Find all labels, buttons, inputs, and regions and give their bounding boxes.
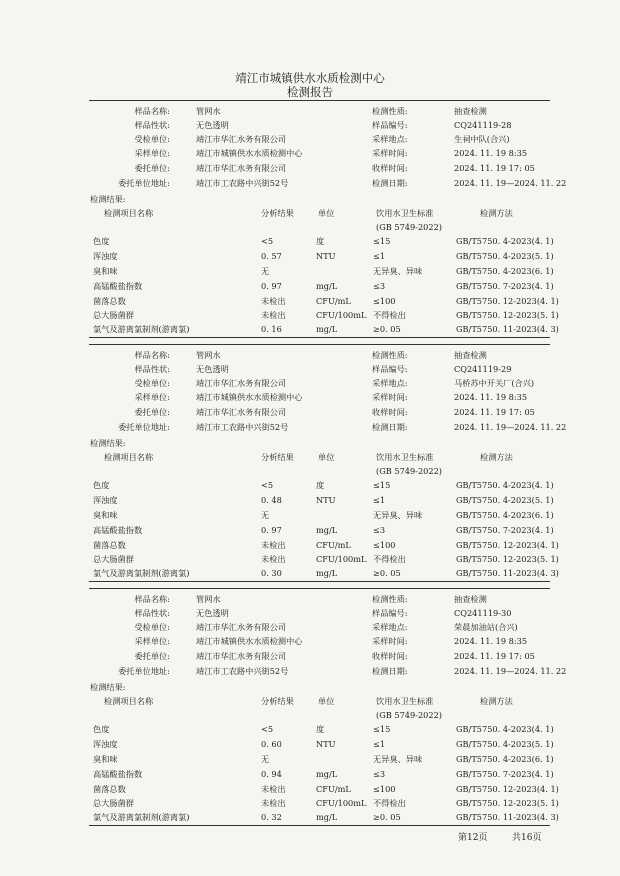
- row-standard: 无异臭、异味: [373, 510, 423, 520]
- row-method: GB/T5750. 12-2023(5. 1): [456, 310, 559, 320]
- page-number: 第12页: [458, 833, 488, 843]
- row-unit: CFU/100mL: [316, 798, 367, 808]
- inspected-unit-value: 靖江市华汇水务有限公司: [196, 378, 287, 388]
- section-top-rule: [89, 588, 550, 589]
- col-header-result: 分析结果: [261, 452, 294, 462]
- row-result: <5: [261, 724, 274, 734]
- row-result: 0. 16: [261, 324, 282, 334]
- row-standard: 不得检出: [373, 554, 406, 564]
- sample-property-value: 无色透明: [196, 608, 229, 618]
- row-item: 高锰酸盐指数: [93, 525, 143, 535]
- row-result: 0. 57: [261, 251, 282, 261]
- row-method: GB/T5750. 11-2023(4. 3): [456, 324, 559, 334]
- sample-section: [0, 244, 620, 578]
- row-standard: 不得检出: [373, 310, 406, 320]
- sample-name-label: 样品名称:: [134, 106, 170, 116]
- row-method: GB/T5750. 4-2023(5. 1): [456, 739, 554, 749]
- test-date-value: 2024. 11. 19—2024. 11. 22: [454, 666, 567, 676]
- row-method: GB/T5750. 12-2023(5. 1): [456, 554, 559, 564]
- sampling-unit-value: 靖江市城镇供水水质检测中心: [196, 636, 303, 646]
- col-header-unit: 单位: [318, 452, 335, 462]
- row-method: GB/T5750. 12-2023(4. 1): [456, 540, 559, 550]
- page-total: 共16页: [512, 833, 542, 843]
- row-method: GB/T5750. 7-2023(4. 1): [456, 769, 554, 779]
- section-top-rule: [89, 100, 550, 101]
- row-unit: CFU/mL: [316, 296, 351, 306]
- row-unit: mg/L: [316, 568, 338, 578]
- row-unit: NTU: [316, 739, 336, 749]
- sampling-unit-label: 采样单位:: [134, 636, 170, 646]
- sampling-site-label: 采样地点:: [372, 622, 408, 632]
- row-method: GB/T5750. 7-2023(4. 1): [456, 281, 554, 291]
- sampling-time-label: 采样时间:: [372, 636, 408, 646]
- test-date-label: 检测日期:: [372, 178, 408, 188]
- row-standard: ≤100: [373, 540, 396, 550]
- report-subtitle: 检测报告: [287, 85, 333, 99]
- row-item: 色度: [93, 724, 110, 734]
- row-standard: ≥0. 05: [373, 812, 401, 822]
- sample-name-value: 管网水: [196, 350, 221, 360]
- row-unit: CFU/mL: [316, 784, 351, 794]
- client-address-value: 靖江市工农路中兴街52号: [196, 422, 289, 432]
- row-standard: 不得检出: [373, 798, 406, 808]
- row-item: 浑浊度: [93, 495, 118, 505]
- results-label: 检测结果:: [90, 438, 126, 448]
- row-unit: NTU: [316, 251, 336, 261]
- row-method: GB/T5750. 4-2023(4. 1): [456, 236, 554, 246]
- col-header-standard-code: (GB 5749-2022): [376, 710, 442, 720]
- row-result: 0. 48: [261, 495, 282, 505]
- row-method: GB/T5750. 12-2023(4. 1): [456, 296, 559, 306]
- sample-name-value: 管网水: [196, 106, 221, 116]
- row-result: 未检出: [261, 310, 286, 320]
- row-standard: ≤1: [373, 495, 386, 505]
- row-item: 臭和味: [93, 266, 118, 276]
- row-item: 高锰酸盐指数: [93, 281, 143, 291]
- sample-section: [0, 0, 620, 334]
- test-nature-label: 检测性质:: [372, 106, 408, 116]
- row-unit: mg/L: [316, 812, 338, 822]
- row-standard: 无异臭、异味: [373, 266, 423, 276]
- row-result: 未检出: [261, 784, 286, 794]
- col-header-standard-code: (GB 5749-2022): [376, 466, 442, 476]
- sample-no-label: 样品编号:: [372, 120, 408, 130]
- report-title: 靖江市城镇供水水质检测中心: [235, 71, 385, 85]
- row-standard: ≤15: [373, 724, 391, 734]
- row-standard: ≥0. 05: [373, 568, 401, 578]
- inspected-unit-label: 受检单位:: [134, 378, 170, 388]
- sample-name-label: 样品名称:: [134, 594, 170, 604]
- receiving-time-label: 收样时间:: [372, 163, 408, 173]
- row-method: GB/T5750. 4-2023(6. 1): [456, 510, 554, 520]
- row-method: GB/T5750. 12-2023(5. 1): [456, 798, 559, 808]
- row-standard: ≤3: [373, 769, 386, 779]
- row-standard: ≤15: [373, 236, 391, 246]
- row-method: GB/T5750. 11-2023(4. 3): [456, 568, 559, 578]
- row-item: 菌落总数: [93, 784, 126, 794]
- receiving-time-label: 收样时间:: [372, 651, 408, 661]
- sampling-site-label: 采样地点:: [372, 134, 408, 144]
- row-unit: mg/L: [316, 525, 338, 535]
- results-label: 检测结果:: [90, 194, 126, 204]
- client-address-value: 靖江市工农路中兴街52号: [196, 666, 289, 676]
- commissioning-unit-value: 靖江市华汇水务有限公司: [196, 407, 287, 417]
- sampling-site-value: 荣晨加油站(合兴): [454, 622, 518, 632]
- col-header-result: 分析结果: [261, 208, 294, 218]
- row-result: 0. 60: [261, 739, 282, 749]
- sampling-time-label: 采样时间:: [372, 148, 408, 158]
- sampling-unit-label: 采样单位:: [134, 392, 170, 402]
- row-method: GB/T5750. 4-2023(5. 1): [456, 495, 554, 505]
- row-method: GB/T5750. 4-2023(6. 1): [456, 754, 554, 764]
- row-item: 浑浊度: [93, 251, 118, 261]
- row-result: 0. 94: [261, 769, 282, 779]
- col-header-standard: 饮用水卫生标准: [376, 452, 434, 462]
- sampling-time-value: 2024. 11. 19 8:35: [454, 148, 528, 158]
- row-result: 0. 97: [261, 525, 282, 535]
- sample-name-value: 管网水: [196, 594, 221, 604]
- test-nature-value: 抽查检测: [454, 594, 487, 604]
- row-standard: 无异臭、异味: [373, 754, 423, 764]
- commissioning-unit-value: 靖江市华汇水务有限公司: [196, 163, 287, 173]
- sample-property-label: 样品性状:: [134, 608, 170, 618]
- sampling-unit-label: 采样单位:: [134, 148, 170, 158]
- row-item: 菌落总数: [93, 296, 126, 306]
- sampling-unit-value: 靖江市城镇供水水质检测中心: [196, 392, 303, 402]
- row-item: 高锰酸盐指数: [93, 769, 143, 779]
- sampling-site-value: 马桥苏中开关厂(合兴): [454, 378, 535, 388]
- section-top-rule: [89, 344, 550, 345]
- sample-no-label: 样品编号:: [372, 364, 408, 374]
- client-address-label: 委托单位地址:: [118, 422, 170, 432]
- row-item: 菌落总数: [93, 540, 126, 550]
- row-result: 未检出: [261, 798, 286, 808]
- results-label: 检测结果:: [90, 682, 126, 692]
- commissioning-unit-label: 委托单位:: [134, 651, 170, 661]
- row-item: 总大肠菌群: [93, 554, 134, 564]
- row-item: 氯气及游离氯制剂(游离氯): [93, 812, 190, 822]
- row-method: GB/T5750. 12-2023(4. 1): [456, 784, 559, 794]
- row-item: 色度: [93, 236, 110, 246]
- row-result: 未检出: [261, 296, 286, 306]
- row-unit: 度: [316, 724, 325, 734]
- col-header-method: 检测方法: [480, 208, 513, 218]
- row-unit: mg/L: [316, 281, 338, 291]
- row-standard: ≤100: [373, 296, 396, 306]
- col-header-method: 检测方法: [480, 696, 513, 706]
- sample-no-value: CQ241119-30: [454, 608, 512, 618]
- row-item: 色度: [93, 480, 110, 490]
- inspected-unit-value: 靖江市华汇水务有限公司: [196, 134, 287, 144]
- row-unit: mg/L: [316, 769, 338, 779]
- client-address-value: 靖江市工农路中兴街52号: [196, 178, 289, 188]
- row-unit: CFU/100mL: [316, 310, 367, 320]
- sample-name-label: 样品名称:: [134, 350, 170, 360]
- test-nature-label: 检测性质:: [372, 350, 408, 360]
- test-date-label: 检测日期:: [372, 422, 408, 432]
- inspected-unit-value: 靖江市华汇水务有限公司: [196, 622, 287, 632]
- sample-property-label: 样品性状:: [134, 364, 170, 374]
- row-unit: mg/L: [316, 324, 338, 334]
- sampling-time-label: 采样时间:: [372, 392, 408, 402]
- commissioning-unit-label: 委托单位:: [134, 163, 170, 173]
- col-header-unit: 单位: [318, 208, 335, 218]
- col-header-standard-code: (GB 5749-2022): [376, 222, 442, 232]
- row-method: GB/T5750. 7-2023(4. 1): [456, 525, 554, 535]
- commissioning-unit-value: 靖江市华汇水务有限公司: [196, 651, 287, 661]
- row-method: GB/T5750. 11-2023(4. 3): [456, 812, 559, 822]
- row-standard: ≤100: [373, 784, 396, 794]
- row-result: 0. 32: [261, 812, 282, 822]
- sample-no-value: CQ241119-29: [454, 364, 512, 374]
- row-result: 未检出: [261, 554, 286, 564]
- inspected-unit-label: 受检单位:: [134, 134, 170, 144]
- row-unit: 度: [316, 480, 325, 490]
- row-standard: ≤3: [373, 525, 386, 535]
- row-standard: ≥0. 05: [373, 324, 401, 334]
- test-nature-value: 抽查检测: [454, 106, 487, 116]
- col-header-unit: 单位: [318, 696, 335, 706]
- row-result: 无: [261, 754, 270, 764]
- sample-property-label: 样品性状:: [134, 120, 170, 130]
- row-item: 总大肠菌群: [93, 310, 134, 320]
- receiving-time-value: 2024. 11. 19 17: 05: [454, 163, 535, 173]
- sampling-time-value: 2024. 11. 19 8:35: [454, 636, 528, 646]
- row-standard: ≤1: [373, 739, 386, 749]
- test-nature-value: 抽查检测: [454, 350, 487, 360]
- row-standard: ≤3: [373, 281, 386, 291]
- inspected-unit-label: 受检单位:: [134, 622, 170, 632]
- col-header-item: 检测项目名称: [104, 696, 154, 706]
- row-item: 臭和味: [93, 510, 118, 520]
- row-unit: NTU: [316, 495, 336, 505]
- row-result: <5: [261, 236, 274, 246]
- col-header-item: 检测项目名称: [104, 208, 154, 218]
- test-date-value: 2024. 11. 19—2024. 11. 22: [454, 178, 567, 188]
- sample-property-value: 无色透明: [196, 364, 229, 374]
- row-item: 氯气及游离氯制剂(游离氯): [93, 568, 190, 578]
- row-item: 总大肠菌群: [93, 798, 134, 808]
- section-bottom-rule: [89, 825, 550, 826]
- row-item: 臭和味: [93, 754, 118, 764]
- row-standard: ≤1: [373, 251, 386, 261]
- sample-no-value: CQ241119-28: [454, 120, 512, 130]
- sampling-site-value: 生祠中队(合兴): [454, 134, 510, 144]
- row-standard: ≤15: [373, 480, 391, 490]
- row-unit: CFU/mL: [316, 540, 351, 550]
- sample-section: [0, 488, 620, 822]
- row-result: 未检出: [261, 540, 286, 550]
- row-item: 浑浊度: [93, 739, 118, 749]
- row-method: GB/T5750. 4-2023(5. 1): [456, 251, 554, 261]
- receiving-time-value: 2024. 11. 19 17: 05: [454, 651, 535, 661]
- sampling-time-value: 2024. 11. 19 8:35: [454, 392, 528, 402]
- row-method: GB/T5750. 4-2023(6. 1): [456, 266, 554, 276]
- col-header-method: 检测方法: [480, 452, 513, 462]
- sampling-site-label: 采样地点:: [372, 378, 408, 388]
- test-date-value: 2024. 11. 19—2024. 11. 22: [454, 422, 567, 432]
- row-method: GB/T5750. 4-2023(4. 1): [456, 724, 554, 734]
- sample-property-value: 无色透明: [196, 120, 229, 130]
- row-unit: CFU/100mL: [316, 554, 367, 564]
- col-header-result: 分析结果: [261, 696, 294, 706]
- col-header-item: 检测项目名称: [104, 452, 154, 462]
- client-address-label: 委托单位地址:: [118, 666, 170, 676]
- test-date-label: 检测日期:: [372, 666, 408, 676]
- row-item: 氯气及游离氯制剂(游离氯): [93, 324, 190, 334]
- row-result: <5: [261, 480, 274, 490]
- receiving-time-label: 收样时间:: [372, 407, 408, 417]
- row-result: 0. 97: [261, 281, 282, 291]
- col-header-standard: 饮用水卫生标准: [376, 696, 434, 706]
- sampling-unit-value: 靖江市城镇供水水质检测中心: [196, 148, 303, 158]
- test-nature-label: 检测性质:: [372, 594, 408, 604]
- row-result: 0. 30: [261, 568, 282, 578]
- col-header-standard: 饮用水卫生标准: [376, 208, 434, 218]
- row-unit: 度: [316, 236, 325, 246]
- commissioning-unit-label: 委托单位:: [134, 407, 170, 417]
- receiving-time-value: 2024. 11. 19 17: 05: [454, 407, 535, 417]
- row-result: 无: [261, 266, 270, 276]
- row-method: GB/T5750. 4-2023(4. 1): [456, 480, 554, 490]
- row-result: 无: [261, 510, 270, 520]
- sample-no-label: 样品编号:: [372, 608, 408, 618]
- client-address-label: 委托单位地址:: [118, 178, 170, 188]
